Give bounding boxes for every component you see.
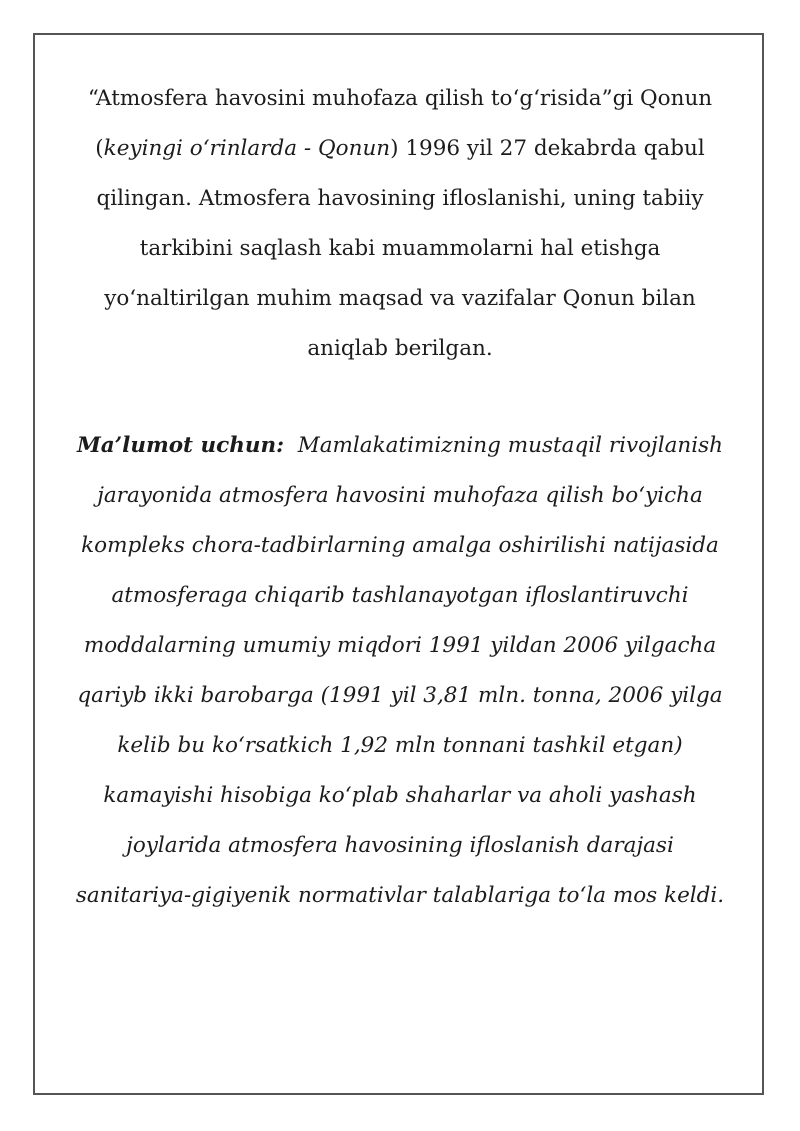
info-paragraph-lead: Ma’lumot uchun: [76,433,285,458]
document-body [72,72,728,921]
law-paragraph-abbreviation-note: keyingi o‘rinlarda - Qonun [103,136,391,161]
info-paragraph [72,421,728,921]
law-paragraph [72,72,728,374]
info-paragraph-text: Mamlakatimizning mustaqil rivojlanish jarayonida atmosfera havosini muhofaza qilish bo‘yicha kompleks chora-tadbirlarning amalga oshirilishi natijasida atmosferaga chiqarib tashlanayotgan ifloslantiruvchi moddalarning umumiy miqdori 1991 yildan 2006 yilgacha qariyb ikki barobarga (1991 yil 3,81 mln. tonna, 2006 yilga kelib bu ko‘rsatkich 1,92 mln tonnani tashkil etgan) kamayishi hisobiga ko‘plab shaharlar va aholi yashash joylarida atmosfera havosining ifloslanish darajasi sanitariya-gigiyenik normativlar talablariga to‘la mos keldi. [75,433,725,908]
law-paragraph-text-start: “Atmosfera havosini muhofaza qilish to‘g‘risida”gi Qonun ( [87,86,713,161]
law-paragraph-text-end: ) 1996 yil 27 dekabrda qabul qilingan. Atmosfera havosining ifloslanishi, uning tabiiy tarkibini saqlash kabi muammolarni hal etishga yo‘naltirilgan muhim maqsad va vazifalar Qonun bilan aniqlab berilgan. [96,136,705,361]
